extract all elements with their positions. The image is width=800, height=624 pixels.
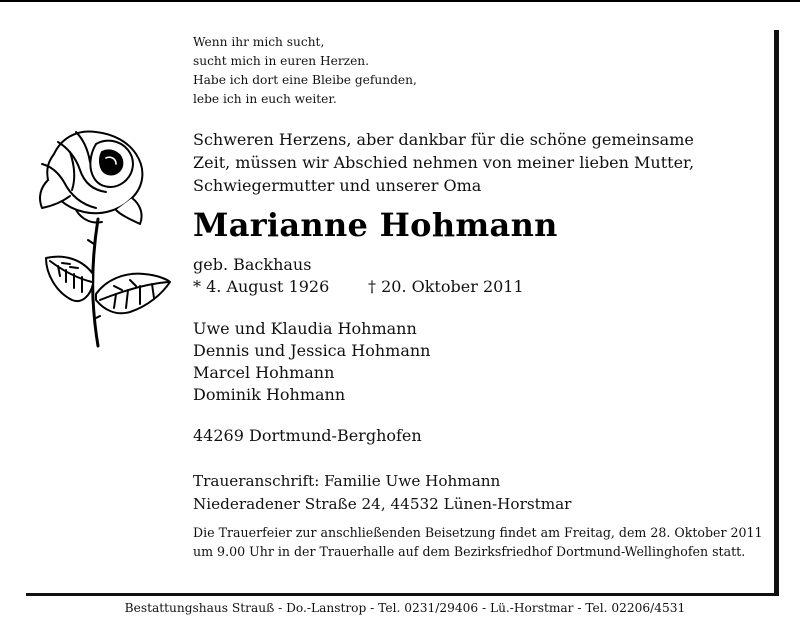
mourner: Dennis und Jessica Hohmann [193, 341, 431, 360]
death-date: † 20. Oktober 2011 [368, 277, 524, 296]
intro-line: Zeit, müssen wir Abschied nehmen von meiner lieben Mutter, [193, 153, 695, 172]
ceremony-line: um 9.00 Uhr in der Trauerhalle auf dem Bezirksfriedhof Dortmund-Wellinghofen statt. [193, 544, 746, 559]
mourner: Dominik Hohmann [193, 385, 346, 404]
frame-right-border [774, 30, 779, 594]
birth-name: geb. Backhaus [193, 255, 312, 274]
intro-line: Schweren Herzens, aber dankbar für die schöne gemeinsame [193, 130, 694, 149]
rose-illustration [36, 124, 171, 349]
mourner: Uwe und Klaudia Hohmann [193, 319, 417, 338]
life-dates [193, 276, 753, 298]
poem-line: lebe ich in euch weiter. [193, 92, 337, 106]
intro-line: Schwiegermutter und unserer Oma [193, 176, 482, 195]
funeral-home-footer: Bestattungshaus Strauß - Do.-Lanstrop - Tel. 0231/29406 - Lü.-Horstmar - Tel. 02206/4531 [124, 601, 686, 615]
place: 44269 Dortmund-Berghofen [193, 426, 422, 445]
ceremony-info [193, 523, 763, 561]
poem-line: Habe ich dort eine Bleibe gefunden, [193, 73, 417, 87]
mourner: Marcel Hohmann [193, 363, 335, 382]
poem-line: Wenn ihr mich sucht, [193, 35, 325, 49]
deceased-name: Marianne Hohmann [193, 206, 558, 244]
birth-date: * 4. August 1926 [193, 277, 330, 296]
poem-line: sucht mich in euren Herzen. [193, 54, 370, 68]
poem [193, 33, 493, 109]
top-edge [0, 0, 800, 2]
ceremony-line: Die Trauerfeier zur anschließenden Beisetzung findet am Freitag, dem 28. Oktober 2011 [193, 525, 763, 540]
frame-bottom-border [26, 593, 779, 596]
address-line: Traueranschrift: Familie Uwe Hohmann [193, 472, 501, 490]
mourning-address [193, 470, 753, 516]
intro-text [193, 128, 753, 197]
mourners-list [193, 318, 693, 406]
address-line: Niederadener Straße 24, 44532 Lünen-Horstmar [193, 495, 572, 513]
